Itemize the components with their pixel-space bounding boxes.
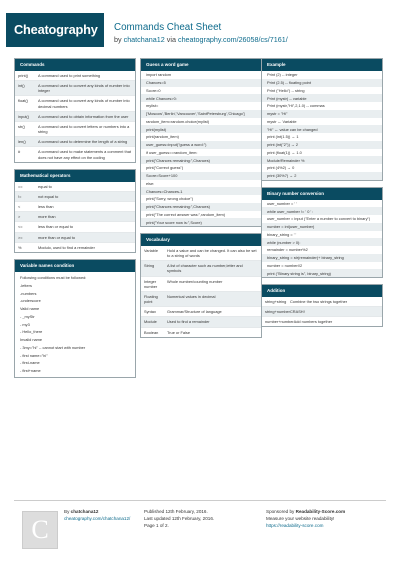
code-line: Print (mystr,"Hi",2,1.0) -- commas [267, 103, 325, 109]
code-line: binary_string = ' ' [267, 231, 297, 237]
code-line: while (number > 0): [262, 238, 382, 246]
addition-section [261, 284, 383, 327]
section-title: Mathematical operators [15, 170, 135, 182]
row-key: > [18, 214, 21, 220]
row-value: not equal to [38, 193, 59, 199]
code-line: print("Sorry, wrong choice") [146, 196, 194, 202]
row-value: equal to [38, 183, 52, 189]
column-3 [261, 58, 383, 333]
code-line: - 3my="hi" -- cannot start with number [20, 344, 86, 350]
code-line: print (4%2) → 0 [267, 165, 295, 171]
footer-author-url[interactable]: cheatography.com/chatchana12/ [64, 515, 131, 521]
row-value: Hold a value and can be changed. It can also be set to a string of words [167, 248, 257, 259]
sponsor-url[interactable]: https://readability-score.com [266, 522, 324, 528]
table-row [141, 327, 261, 337]
section-title: Variable names condition [15, 260, 135, 272]
row-value: Used to find a remainder [167, 319, 210, 325]
updated-date: Last updated 12th February, 2016. [144, 515, 215, 521]
footer-dates [144, 509, 214, 530]
table-row [15, 146, 135, 161]
code-line: "Hi" ← value can be changed [262, 125, 382, 133]
row-key: # [18, 149, 21, 155]
row-value: A command used to convert letters or numbers into a string [38, 123, 130, 135]
example-section [261, 58, 383, 181]
table-row [262, 316, 382, 326]
code-line: - first-name [20, 360, 40, 366]
table-row [15, 211, 135, 221]
row-value: less than or equal to [38, 224, 74, 230]
binary-section [261, 187, 383, 279]
code-line: Following conditions must be followed: [20, 275, 87, 281]
avatar-letter: C [31, 515, 49, 544]
footer-sponsor [266, 509, 345, 530]
table-row [15, 191, 135, 201]
code-line: print (float(1)) → 1.0 [267, 149, 302, 155]
footer-by: By [64, 509, 70, 514]
code-line: - _myStr [20, 313, 35, 319]
code-line: import random [146, 72, 172, 78]
code-line: mylist= [146, 103, 159, 109]
varnames-list [15, 272, 135, 377]
column-2 [140, 58, 262, 344]
code-line: while user_number != ' 0 ' : [262, 207, 382, 215]
code-line: mystr ← Variable [267, 118, 297, 124]
published-date: Published 12th February, 2016. [144, 509, 208, 514]
commands-table [15, 71, 135, 162]
table-row [141, 260, 261, 275]
table-row [141, 246, 261, 260]
code-line: Print (2) -- integer [267, 72, 298, 78]
section-title: Guess a word game [141, 59, 261, 71]
table-row [15, 71, 135, 80]
row-key: print() [18, 73, 29, 78]
row-value: A command used to obtain information from the user [38, 113, 129, 119]
code-line: random_item=random.choice(mylist) [146, 118, 210, 124]
row-key: str() [18, 123, 25, 129]
code-line: while Chances>0: [141, 94, 261, 102]
table-row [262, 297, 382, 306]
row-key: String [144, 263, 155, 269]
page-subtitle [114, 35, 288, 45]
table-row [15, 80, 135, 95]
code-line: print (int("2")) → 2 [262, 141, 382, 149]
math-table [15, 182, 135, 252]
code-line: user_number = input ("Enter a number to convert to binary") [267, 216, 371, 222]
table-row [141, 276, 261, 291]
row-key: string+string [265, 299, 287, 304]
code-line: -numbers [20, 290, 37, 296]
section-title: Vocabulary [141, 234, 261, 246]
row-value: A command used to convert any kinds of number into integer [38, 83, 130, 94]
code-line: user_number = ' ' [267, 200, 297, 206]
author-link[interactable]: chatchana12 [123, 35, 165, 44]
row-value: A command used to make statements a comment that does not have any effect on the coding [38, 149, 131, 160]
table-row [15, 221, 135, 231]
code-line: print (30%7) → 2 [262, 172, 382, 180]
code-line: Print (2.5) -- floating point [262, 79, 382, 87]
code-line: Score=0 [146, 87, 161, 93]
cheatography-logo[interactable]: Cheatography [6, 13, 104, 47]
page-header [0, 0, 400, 50]
table-row [141, 291, 261, 306]
row-value: Whole number/counting number [167, 278, 223, 284]
sponsor-name[interactable]: Readability-Score.com [295, 509, 346, 514]
section-title: Addition [262, 285, 382, 297]
vocabulary-section [140, 233, 262, 338]
row-key: input() [18, 113, 30, 119]
code-line: ['Moscow','Berlin','Vancouver','SaintPetersburg','Chicago'] [141, 110, 261, 118]
code-line: print("Chances remaining:",Chances) [141, 203, 261, 211]
row-value: Grammar/Structure of language [167, 309, 222, 315]
page-footer [14, 500, 386, 560]
code-line: Valid name [20, 306, 40, 312]
page-number: Page 1 of 2. [144, 522, 169, 528]
row-key: Syntax [144, 309, 156, 315]
row-key: Integer number [144, 278, 158, 289]
row-value: CRASH! [290, 309, 305, 315]
row-value: True or False [167, 329, 190, 335]
table-row [15, 121, 135, 136]
code-line: print ("Binary string is", binary_string) [262, 269, 382, 277]
row-value: Add numbers together [293, 319, 333, 325]
code-line: print("Chances remaining:",Chances) [141, 156, 261, 164]
code-line: print("Correct guess") [146, 165, 184, 171]
row-value: Modulo, used to find a remainder [38, 244, 95, 250]
row-value: A command used to convert any kinds of number into decimal numbers [38, 98, 130, 109]
row-key: Boolean [144, 329, 159, 335]
addition-table [262, 297, 382, 326]
row-key: <= [18, 224, 23, 230]
code-line: Chances=Chances-1 [141, 187, 261, 195]
commands-section [14, 58, 136, 163]
code-line: print(mylist) [141, 125, 261, 133]
section-title: Example [262, 59, 382, 71]
section-title: Binary number conversion [262, 188, 382, 200]
guess-code [141, 71, 261, 226]
code-line: print(random_item) [146, 134, 179, 140]
row-value: A command used to determine the length of a string [38, 139, 128, 145]
row-key: float() [18, 98, 28, 104]
code-line: - first+name [20, 368, 41, 374]
code-line: else: [146, 180, 155, 186]
variable-names-section [14, 259, 136, 378]
row-key: string+number [265, 309, 290, 315]
table-row [15, 182, 135, 191]
row-key: Module [144, 319, 157, 325]
code-line: - my3 [20, 321, 30, 327]
code-line: number = number//2 [267, 262, 303, 268]
table-row [262, 306, 382, 316]
table-row [141, 306, 261, 316]
row-key: number+number [265, 319, 294, 325]
table-row [15, 242, 135, 252]
row-value: A list of character such as number,letter and symbols [167, 263, 243, 274]
sheet-url-link[interactable]: cheatography.com/26058/cs/7161/ [177, 35, 288, 44]
row-value: Numerical values in decimal [167, 293, 216, 299]
code-line: -underscore [20, 298, 41, 304]
footer-author-name[interactable]: chatchana12 [70, 509, 99, 514]
row-key: < [18, 204, 21, 210]
code-line: Print (mystr) -- variable [262, 94, 382, 102]
row-key: >= [18, 234, 23, 240]
row-key: % [18, 244, 22, 250]
code-line: mystr = "Hi" [262, 110, 382, 118]
code-line: Print ("Hello") -- string [267, 87, 305, 93]
code-line: -letters [20, 282, 32, 288]
row-value: Combine the two strings together [290, 299, 348, 304]
code-line: Chances=5 [141, 79, 261, 87]
column-1 [14, 58, 136, 384]
row-key: len() [18, 139, 26, 145]
guess-game-section [140, 58, 262, 227]
example-code [262, 71, 382, 180]
code-line: binary_string = str(remainder)+ binary_string [262, 254, 382, 262]
sponsor-tagline: Measure your website readability! [266, 515, 335, 521]
section-title: Commands [15, 59, 135, 71]
table-row [15, 201, 135, 211]
code-line: Score=Score+100 [141, 172, 261, 180]
code-line: Module/Remainder % [262, 156, 382, 164]
table-row [15, 111, 135, 121]
row-value: less than [38, 204, 54, 210]
page-title: Commands Cheat Sheet [114, 22, 222, 33]
code-line: - first name="hi" [20, 352, 48, 358]
code-line: Invalid name [20, 337, 43, 343]
row-key: != [18, 193, 22, 199]
row-value: more than or equal to [38, 234, 75, 240]
table-row [141, 316, 261, 326]
row-key: Floating point [144, 293, 158, 305]
row-key: Variable [144, 248, 158, 253]
row-key: == [18, 183, 23, 189]
code-line: print("Your score now is:",Score) [141, 218, 261, 226]
binary-code [262, 200, 382, 278]
row-value: more than [38, 214, 56, 220]
vocab-table [141, 246, 261, 337]
code-line: print (int(1.5)) → 1 [267, 134, 299, 140]
table-row [15, 232, 135, 242]
row-key: int() [18, 83, 25, 89]
code-line: number = int(user_number) [262, 223, 382, 231]
table-row [15, 95, 135, 110]
footer-author [64, 509, 130, 523]
author-avatar [22, 511, 58, 549]
via-text: via [166, 35, 176, 44]
code-line: - Hello_there [20, 329, 43, 335]
code-line: user_guess=input("guess a word:") [141, 141, 261, 149]
row-value: A command used to print something [38, 73, 101, 78]
table-row [15, 136, 135, 146]
code-line: remainder = number%2 [267, 247, 308, 253]
by-text: by [114, 35, 122, 44]
math-operators-section [14, 169, 136, 253]
sponsor-prefix: Sponsored by [266, 509, 295, 514]
code-line: if user_guess==random_item: [146, 149, 198, 155]
code-line: print("The correct answer was:",random_item) [146, 211, 226, 217]
